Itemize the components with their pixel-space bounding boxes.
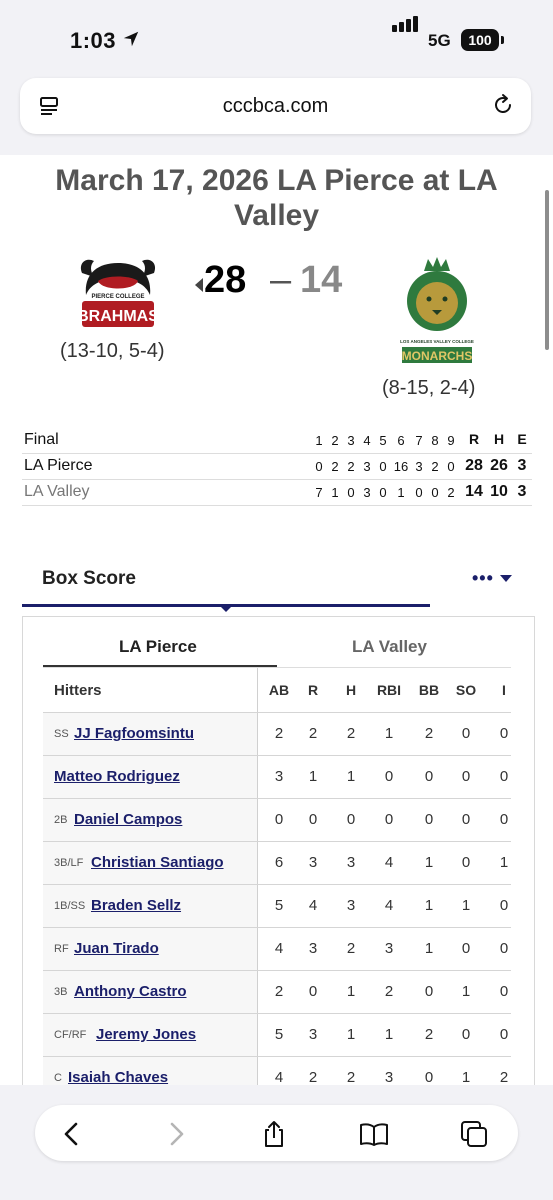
- box-score-title: Box Score: [42, 568, 136, 589]
- toolbar-pill: [35, 1105, 518, 1161]
- linescore-row-pierce: LA Pierce 0 2 2 3 0 16 3 2 0 28 26 3: [22, 454, 532, 480]
- table-row: C Isaiah Chaves 4 2 2 3 0 1 2: [43, 1057, 511, 1085]
- player-link[interactable]: Braden Sellz: [91, 897, 182, 914]
- svg-text:MONARCHS: MONARCHS: [401, 349, 473, 363]
- player-link[interactable]: Daniel Campos: [74, 811, 183, 828]
- table-row: 3B/LF Christian Santiago 6 3 3 4 1 0 1: [43, 842, 511, 885]
- box-score-card: [22, 616, 535, 1085]
- linescore-header: Final 1 2 3 4 5 6 7 8 9 R H E: [22, 428, 532, 454]
- table-row: 3B Anthony Castro 2 0 1 2 0 1 0: [43, 971, 511, 1014]
- battery-icon: 100: [461, 29, 499, 51]
- box-score-notch: [221, 607, 231, 612]
- svg-text:PIERCE COLLEGE: PIERCE COLLEGE: [91, 294, 145, 300]
- player-position: CF/RF: [54, 1029, 87, 1041]
- svg-text:BRAHMAS: BRAHMAS: [77, 308, 159, 325]
- tab-la-valley[interactable]: LA Valley: [352, 637, 427, 656]
- status-bar: [0, 0, 553, 80]
- valley-record: (8-15, 2-4): [382, 377, 476, 399]
- svg-text:LOS ANGELES VALLEY COLLEGE: LOS ANGELES VALLEY COLLEGE: [400, 339, 474, 344]
- pierce-score: 28: [204, 259, 247, 301]
- linescore-row-valley: LA Valley 7 1 0 3 0 1 0 0 2 14 10 3: [22, 480, 532, 506]
- network-type: 5G: [428, 31, 451, 50]
- pierce-record: (13-10, 5-4): [60, 340, 165, 362]
- table-row: 2B Daniel Campos 0 0 0 0 0 0 0: [43, 799, 511, 842]
- chevron-down-icon[interactable]: [500, 575, 512, 582]
- linescore-table: [22, 428, 532, 506]
- battery-tip: [501, 36, 504, 44]
- more-options-button[interactable]: •••: [472, 568, 494, 588]
- player-link[interactable]: Isaiah Chaves: [68, 1069, 169, 1085]
- page-content: [0, 155, 553, 1085]
- game-title: March 17, 2026 LA Pierce at LA Valley: [55, 164, 498, 232]
- browser-toolbar: [0, 1085, 553, 1200]
- back-icon[interactable]: [57, 1119, 87, 1149]
- player-position: 3B/LF: [54, 857, 84, 869]
- tabs-icon[interactable]: [459, 1119, 489, 1149]
- table-row: Matteo Rodriguez 3 1 1 0 0 0 0: [43, 756, 511, 799]
- hitters-table: [43, 668, 511, 1085]
- player-position: RF: [54, 943, 69, 955]
- player-link[interactable]: Matteo Rodriguez: [54, 768, 180, 785]
- player-position: SS: [54, 728, 69, 740]
- hitters-header: Hitters: [54, 682, 102, 699]
- player-link[interactable]: Christian Santiago: [91, 854, 224, 871]
- bookmarks-icon[interactable]: [359, 1119, 389, 1149]
- valley-score: 14: [300, 259, 343, 301]
- status-time: 1:03: [70, 28, 117, 53]
- player-position: 2B: [54, 814, 68, 826]
- player-link[interactable]: Anthony Castro: [74, 983, 187, 1000]
- player-link[interactable]: JJ Fagfoomsintu: [74, 725, 195, 742]
- table-row: 1B/SS Braden Sellz 5 4 3 4 1 1 0: [43, 885, 511, 928]
- valley-monarchs-logo: [398, 255, 476, 367]
- player-position: 1B/SS: [54, 900, 86, 912]
- hitters-header-row: Hitters AB R H RBI BB SO I: [43, 668, 511, 713]
- location-arrow-icon: [122, 30, 140, 48]
- reload-icon[interactable]: [491, 93, 515, 117]
- share-icon[interactable]: [259, 1119, 289, 1149]
- player-link[interactable]: Jeremy Jones: [96, 1026, 197, 1043]
- table-row: RF Juan Tirado 4 3 2 3 1 0 0: [43, 928, 511, 971]
- pierce-brahmas-logo: [76, 255, 160, 337]
- active-tab-indicator: [43, 665, 277, 667]
- forward-icon[interactable]: [161, 1119, 191, 1149]
- player-position: 3B: [54, 986, 68, 998]
- player-link[interactable]: Juan Tirado: [74, 940, 159, 957]
- table-row: CF/RF Jeremy Jones 5 3 1 1 2 0 0: [43, 1014, 511, 1057]
- linescore-status: Final: [24, 431, 59, 448]
- score-separator: –: [270, 259, 292, 301]
- table-row: SS JJ Fagfoomsintu 2 2 2 1 2 0 0: [43, 713, 511, 756]
- player-position: C: [54, 1072, 62, 1084]
- tab-la-pierce[interactable]: LA Pierce: [119, 637, 197, 656]
- winner-arrow-icon: [195, 278, 203, 292]
- page-scrollbar[interactable]: [545, 190, 549, 350]
- address-bar[interactable]: [20, 78, 531, 134]
- url-domain[interactable]: cccbca.com: [222, 95, 329, 117]
